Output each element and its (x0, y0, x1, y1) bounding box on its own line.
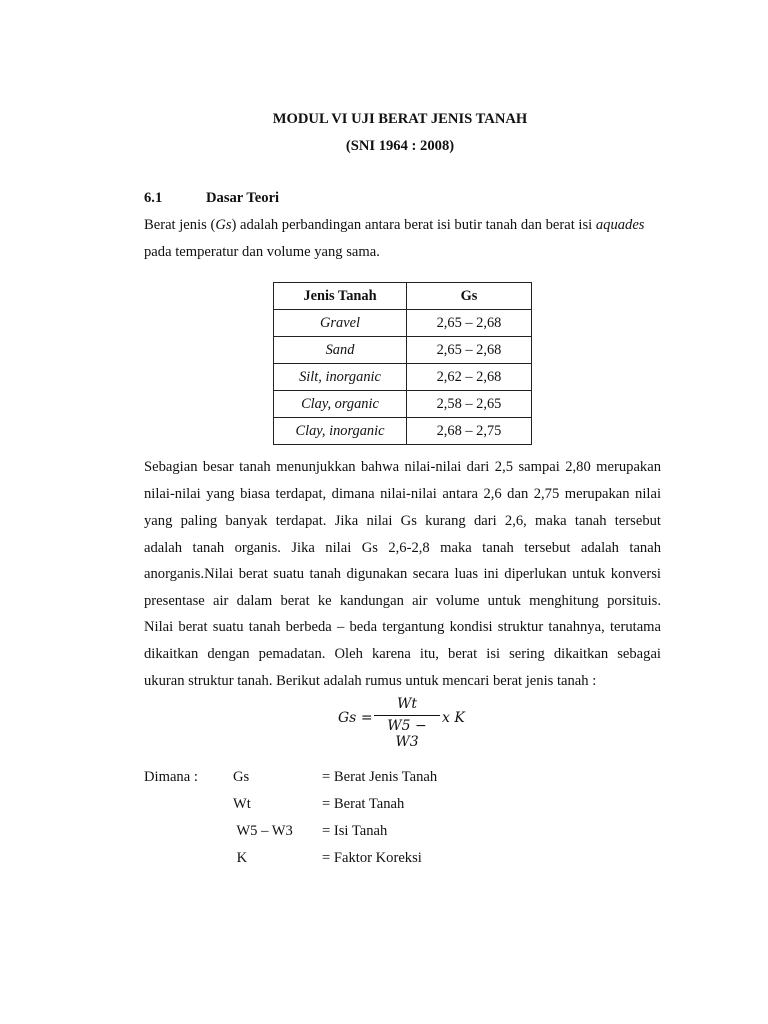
paragraph-line: dikaitkan dengan pemadatan. Oleh karena itu, berat isi sering dikaitkan sebagai (144, 646, 661, 662)
intro-text-2: ) adalah perbandingan antara berat isi butir tanah dan berat isi (231, 217, 596, 233)
section-title: Dasar Teori (206, 190, 280, 206)
table-row (274, 337, 532, 364)
module-standard: (SNI 1964 : 2008) (345, 138, 455, 154)
definition-symbol: W5 – W3 (233, 823, 293, 839)
fraction-bar (374, 715, 440, 716)
table-header-row (274, 283, 532, 310)
soil-type-cell: Sand (274, 337, 407, 364)
soil-type-cell: Clay, organic (274, 391, 407, 418)
paragraph-line: anorganis.Nilai berat suatu tanah digunakan secara luas ini diperlukan untuk konversi (144, 566, 661, 582)
module-title: MODUL VI UJI BERAT JENIS TANAH (272, 111, 528, 127)
intro-line-2: pada temperatur dan volume yang sama. (144, 244, 380, 260)
intro-variable: Gs (215, 217, 232, 233)
table-header-gs: Gs (407, 283, 532, 310)
definition-meaning: = Isi Tanah (322, 823, 388, 839)
definition-meaning: = Faktor Koreksi (322, 850, 422, 866)
gs-value-cell: 2,58 – 2,65 (407, 391, 532, 418)
definition-symbol: K (233, 850, 248, 866)
soil-type-cell: Silt, inorganic (274, 364, 407, 391)
definition-meaning: = Berat Jenis Tanah (322, 769, 438, 785)
formula-denominator: W5 − W3 (387, 718, 427, 750)
definition-symbol: Gs (233, 769, 250, 785)
table-row (274, 391, 532, 418)
intro-line-1 (144, 217, 661, 234)
section-number: 6.1 (144, 190, 163, 206)
table-row (274, 310, 532, 337)
table-row (274, 418, 532, 445)
section-heading (144, 190, 279, 207)
specific-gravity-table (273, 282, 532, 445)
formula-lhs: Gs = (338, 710, 373, 726)
definition-label: Dimana : (144, 769, 198, 785)
definition-symbol: Wt (233, 796, 251, 812)
paragraph-line: presentase air dalam berat ke kandungan air volume untuk menghitung porsituis. (144, 593, 661, 609)
paragraph-line: nilai-nilai yang biasa terdapat, dimana nilai-nilai antara 2,6 dan 2,75 merupakan nilai (144, 486, 661, 502)
formula-rhs: x K (442, 710, 465, 726)
gs-value-cell: 2,68 – 2,75 (407, 418, 532, 445)
gs-value-cell: 2,65 – 2,68 (407, 337, 532, 364)
soil-type-cell: Gravel (274, 310, 407, 337)
table-header-soil: Jenis Tanah (274, 283, 407, 310)
soil-type-cell: Clay, inorganic (274, 418, 407, 445)
paragraph-line: yang paling banyak terdapat. Jika nilai Gs kurang dari 2,6, maka tanah tersebut (144, 513, 661, 529)
gs-value-cell: 2,62 – 2,68 (407, 364, 532, 391)
formula-numerator: Wt (396, 696, 417, 712)
intro-text-1: Berat jenis ( (144, 217, 216, 233)
paragraph-line: Sebagian besar tanah menunjukkan bahwa nilai-nilai dari 2,5 sampai 2,80 merupakan (144, 459, 661, 475)
paragraph-line: ukuran struktur tanah. Berikut adalah rumus untuk mencari berat jenis tanah : (144, 673, 597, 689)
paragraph-line: adalah tanah organis. Jika nilai Gs 2,6-2,8 maka tanah tersebut adalah tanah (144, 540, 661, 556)
definition-meaning: = Berat Tanah (322, 796, 405, 812)
gs-value-cell: 2,65 – 2,68 (407, 310, 532, 337)
table-row (274, 364, 532, 391)
formula-fraction (374, 696, 440, 750)
intro-italic-term: aquades (595, 217, 645, 233)
paragraph-line: Nilai berat suatu tanah berbeda – beda tergantung kondisi struktur tanahnya, terutama (144, 619, 661, 635)
